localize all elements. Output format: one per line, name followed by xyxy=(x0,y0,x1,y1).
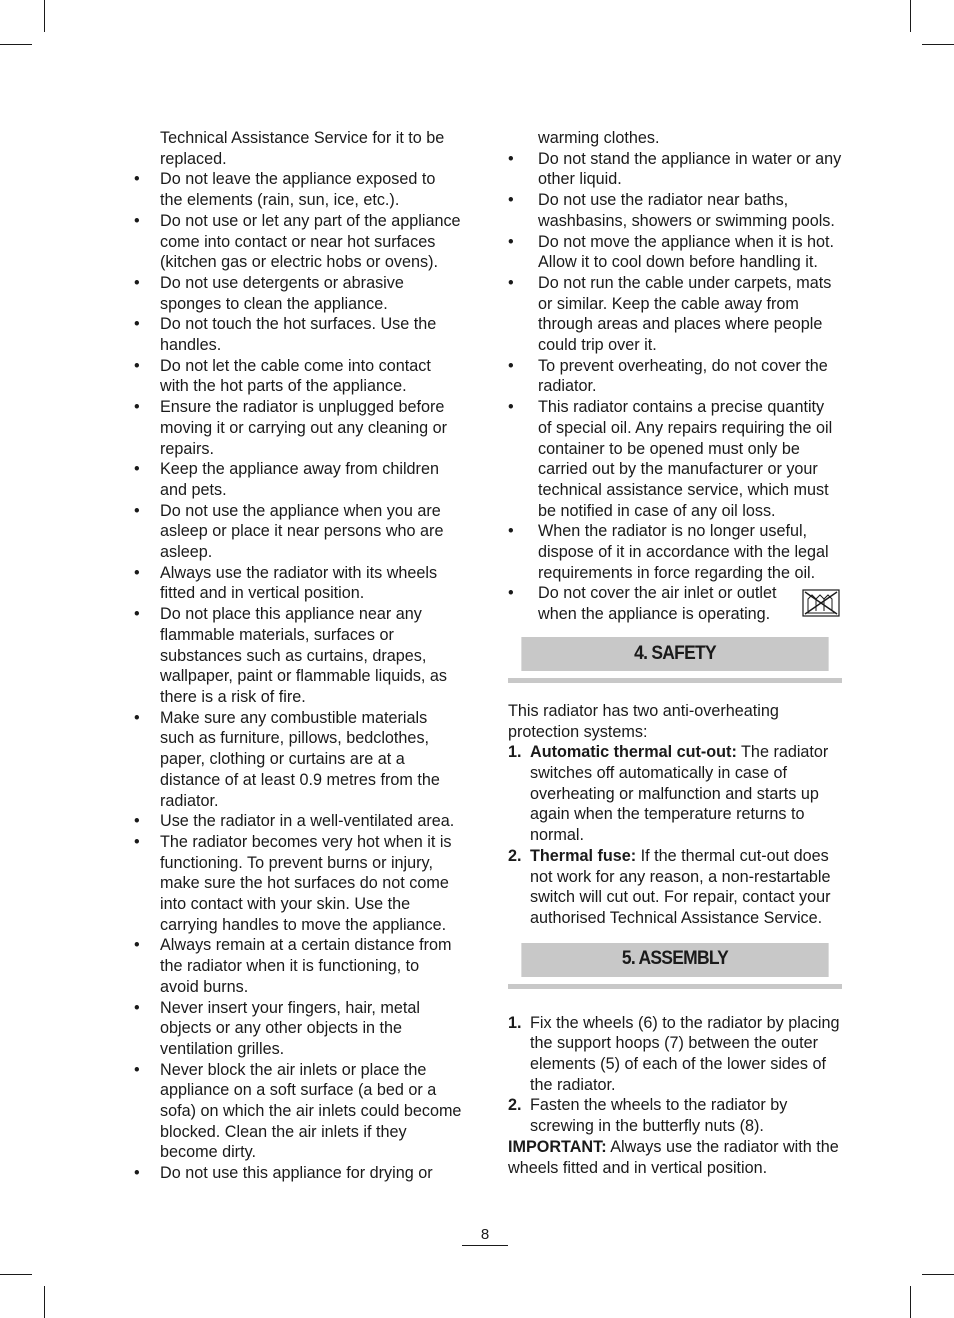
bullet-icon: • xyxy=(134,605,140,624)
do-not-cover-icon xyxy=(802,589,840,617)
list-item: • Never block the air inlets or place the appliance on a soft surface (a bed or a sofa) on which the air inlets could become blocked. Clean the air inlets if they become dirty. xyxy=(134,1060,462,1162)
bullet-icon: • xyxy=(134,998,140,1017)
section-heading-safety: 4. SAFETY xyxy=(521,637,828,671)
crop-mark xyxy=(44,0,45,32)
list-item: • Do not use the appliance when you are asleep or place it near persons who are asleep. xyxy=(134,501,444,562)
bullet-icon: • xyxy=(134,1060,140,1079)
bullet-icon: • xyxy=(508,232,514,251)
list-item: • Do not use detergents or abrasive sponges to clean the appliance. xyxy=(134,273,404,313)
list-item: 1. Fix the wheels (6) to the radiator by placing the support hoops (7) between the outer elements (5) of each of the lower sides of the radiator. xyxy=(508,1013,840,1094)
list-item: • This radiator contains a precise quantity of special oil. Any repairs requiring the oil container to be opened must only be carried out by the manufacturer or your technical assistance service, which must be notified in case of any oil loss. xyxy=(508,398,833,520)
page-number-rule xyxy=(462,1245,508,1246)
list-item: • The radiator becomes very hot when it is functioning. To prevent burns or injury, make sure the hot surfaces do not come into contact with your skin. Use the carrying handles to move the appliance. xyxy=(134,832,452,934)
bullet-icon: • xyxy=(508,149,514,168)
assembly-list xyxy=(508,1013,842,1137)
list-item: 2. Thermal fuse: If the thermal cut-out does not work for any reason, a non-restartable switch will cut out. For repair, contact your authorised Technical Assistance Service. xyxy=(508,846,831,927)
right-column xyxy=(508,128,842,1178)
list-item: • Make sure any combustible materials such as furniture, pillows, bedclothes, paper, clothing or curtains are at a distance of at least 0.9 metres from the radiator. xyxy=(134,708,440,810)
bullet-icon: • xyxy=(134,936,140,955)
crop-mark xyxy=(910,1286,911,1318)
list-item: • To prevent overheating, do not cover the radiator. xyxy=(508,356,828,396)
list-item: • Do not use this appliance for drying or xyxy=(134,1164,433,1183)
bullet-icon: • xyxy=(508,273,514,292)
bullet-icon: • xyxy=(508,191,514,210)
list-item: • Do not run the cable under carpets, mats or similar. Keep the cable away from through areas and places where people could trip over it. xyxy=(508,273,832,355)
bullet-icon: • xyxy=(134,315,140,334)
bullet-icon: • xyxy=(134,1164,140,1183)
list-item: 1. Automatic thermal cut-out: The radiator switches off automatically in case of overheating or malfunction and starts up again when the temperature returns to normal. xyxy=(508,743,829,845)
safety-list xyxy=(508,742,842,928)
bullet-icon: • xyxy=(134,832,140,851)
bullet-icon: • xyxy=(134,170,140,189)
list-item: • When the radiator is no longer useful, dispose of it in accordance with the legal requirements in force regarding the oil. xyxy=(508,522,829,582)
bullet-icon: • xyxy=(508,522,514,541)
continued-text: Technical Assistance Service for it to be replaced. xyxy=(160,129,445,168)
section-heading-assembly: 5. ASSEMBLY xyxy=(521,943,828,977)
bullet-icon: • xyxy=(134,460,140,479)
list-item: • Do not stand the appliance in water or any other liquid. xyxy=(508,149,842,189)
list-item: • Do not let the cable come into contact with the hot parts of the appliance. xyxy=(134,356,431,396)
bullet-icon: • xyxy=(134,273,140,292)
bullet-icon: • xyxy=(508,356,514,375)
crop-mark xyxy=(0,1274,32,1275)
bullet-icon: • xyxy=(508,584,514,603)
list-item: • Never insert your fingers, hair, metal objects or any other objects in the ventilation grilles. xyxy=(134,998,421,1058)
list-item: • Always remain at a certain distance from the radiator when it is functioning, to avoid burns. xyxy=(134,936,452,996)
crop-mark xyxy=(44,1286,45,1318)
list-item: • Keep the appliance away from children and pets. xyxy=(134,460,439,499)
list-item: • Do not leave the appliance exposed to the elements (rain, sun, ice, etc.). xyxy=(134,170,436,210)
list-item: • Do not use or let any part of the appliance come into contact or near hot surfaces (kitchen gas or electric hobs or ovens). xyxy=(134,211,461,272)
bullet-icon: • xyxy=(134,501,140,520)
bullet-icon: • xyxy=(134,356,140,375)
safety-intro: This radiator has two anti-overheating protection systems: xyxy=(508,701,779,741)
list-item: • Always use the radiator with its wheels fitted and in vertical position. xyxy=(134,563,438,603)
bullet-icon: • xyxy=(134,563,140,582)
list-item: • Do not use the radiator near baths, washbasins, showers or swimming pools. xyxy=(508,191,835,230)
important-note: IMPORTANT: Always use the radiator with the wheels fitted and in vertical position. xyxy=(508,1137,839,1177)
warning-list xyxy=(134,169,462,1183)
bullet-icon: • xyxy=(134,708,140,727)
list-item: • Use the radiator in a well-ventilated area. xyxy=(134,812,455,831)
list-item: • Do not touch the hot surfaces. Use the handles. xyxy=(134,315,437,355)
crop-mark xyxy=(0,44,32,45)
crop-mark xyxy=(922,44,954,45)
list-item: • Do not move the appliance when it is hot. Allow it to cool down before handling it. xyxy=(508,232,835,272)
left-column xyxy=(134,128,462,1184)
bullet-icon: • xyxy=(134,812,140,831)
list-item: 2. Fasten the wheels to the radiator by screwing in the butterfly nuts (8). xyxy=(508,1096,788,1136)
bullet-icon: • xyxy=(508,398,514,417)
bullet-icon: • xyxy=(134,211,140,230)
list-item: • Do not cover the air inlet or outlet when the appliance is operating. xyxy=(508,583,842,624)
warning-list xyxy=(508,149,842,625)
list-item: • Do not place this appliance near any flammable materials, surfaces or substances such as curtains, drapes, wallpaper, paint or flammable liquids, as there is a risk of fire. xyxy=(134,605,448,706)
crop-mark xyxy=(922,1274,954,1275)
page-number: 8 xyxy=(480,1226,490,1243)
crop-mark xyxy=(910,0,911,32)
list-item: • Ensure the radiator is unplugged before moving it or carrying out any cleaning or repairs. xyxy=(134,398,448,458)
continued-text: warming clothes. xyxy=(538,129,660,147)
bullet-icon: • xyxy=(134,398,140,417)
